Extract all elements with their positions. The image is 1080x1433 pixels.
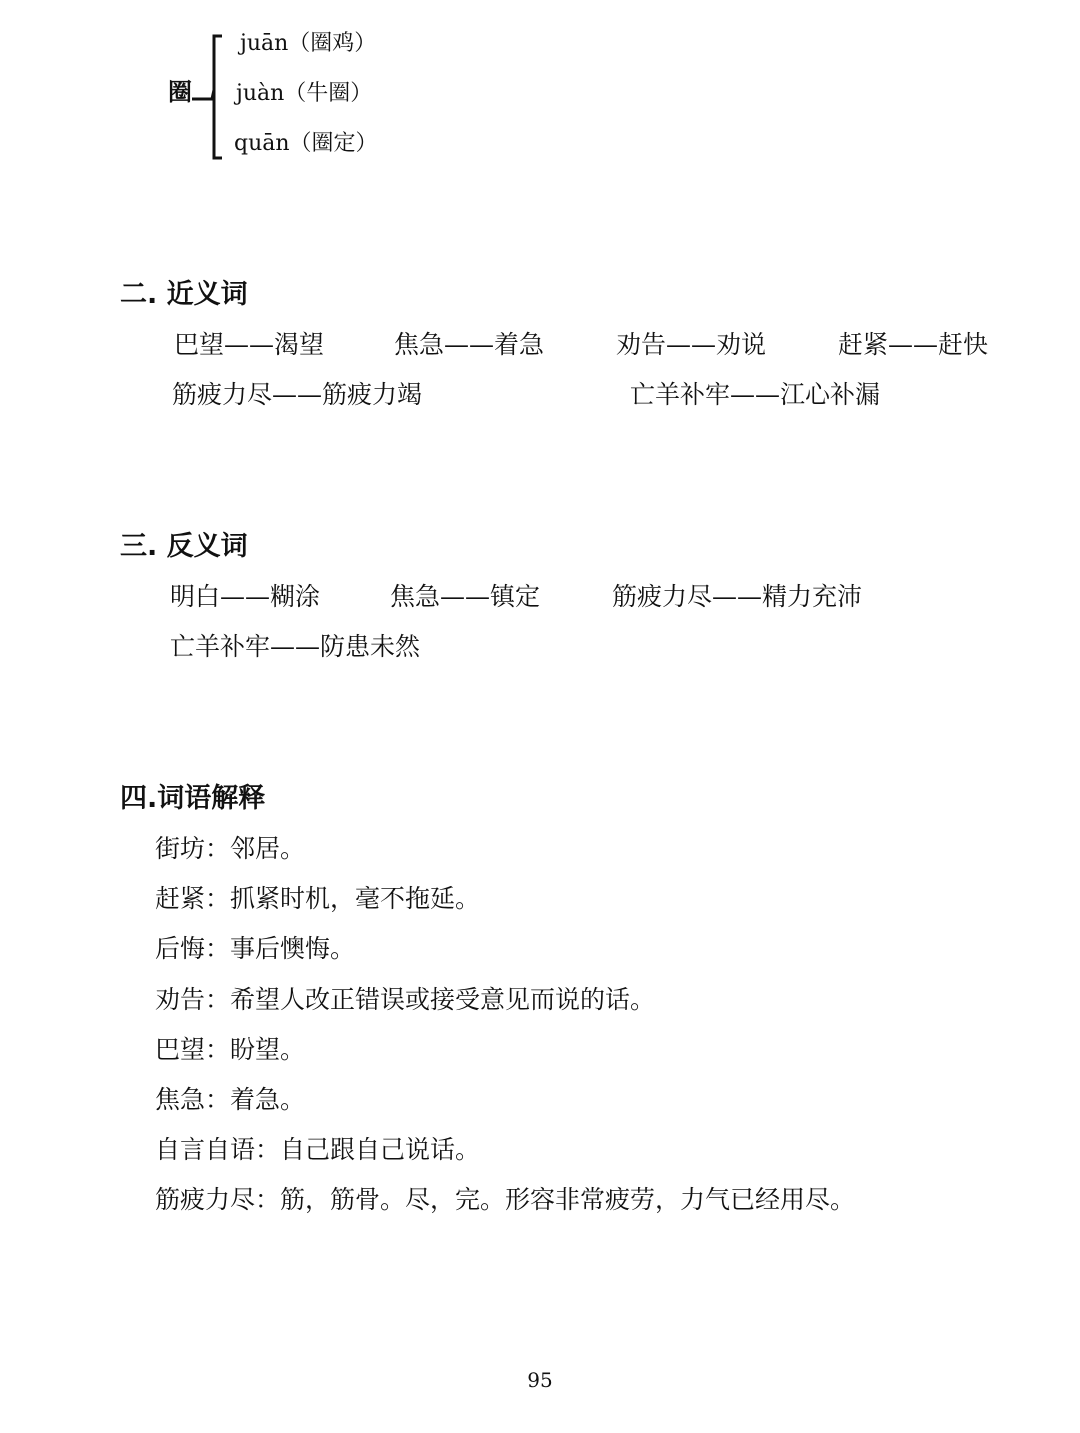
synonym-pair: 巴望——渴望 bbox=[174, 330, 325, 359]
polyphonic-character: 圈 bbox=[168, 78, 192, 106]
definition-item: 劝告：希望人改正错误或接受意见而说的话。 bbox=[155, 985, 656, 1014]
antonym-pair: 筋疲力尽——精力充沛 bbox=[612, 582, 863, 611]
antonym-pair: 焦急——镇定 bbox=[390, 582, 541, 611]
definition-item: 自言自语：自己跟自己说话。 bbox=[155, 1135, 481, 1164]
synonym-pair: 赶紧——赶快 bbox=[838, 330, 989, 359]
definition-item: 焦急：着急。 bbox=[155, 1085, 306, 1114]
synonyms-heading: 二. 近义词 bbox=[120, 279, 248, 310]
reading-juan1: juān（圈鸡） bbox=[240, 31, 377, 56]
definition-item: 筋疲力尽：筋，筋骨。尽，完。形容非常疲劳，力气已经用尽。 bbox=[155, 1185, 856, 1214]
antonym-pair: 明白——糊涂 bbox=[170, 582, 321, 611]
synonym-pair: 筋疲力尽——筋疲力竭 bbox=[172, 380, 423, 409]
synonym-pair: 劝告——劝说 bbox=[616, 330, 767, 359]
definition-item: 巴望：盼望。 bbox=[155, 1035, 306, 1064]
synonym-pair: 焦急——着急 bbox=[394, 330, 545, 359]
definitions-heading: 四.词语解释 bbox=[120, 783, 266, 814]
reading-juan4: juàn（牛圈） bbox=[236, 81, 373, 106]
definition-item: 赶紧：抓紧时机，毫不拖延。 bbox=[155, 884, 481, 913]
reading-quan1: quān（圈定） bbox=[234, 131, 378, 156]
definition-item: 街坊：邻居。 bbox=[155, 834, 306, 863]
definition-item: 后悔：事后懊悔。 bbox=[155, 934, 356, 963]
brace-bracket bbox=[190, 28, 230, 168]
page-number: 95 bbox=[527, 1368, 553, 1392]
antonym-pair: 亡羊补牢——防患未然 bbox=[170, 632, 421, 661]
synonym-pair: 亡羊补牢——江心补漏 bbox=[630, 380, 881, 409]
antonyms-heading: 三. 反义词 bbox=[120, 531, 248, 562]
